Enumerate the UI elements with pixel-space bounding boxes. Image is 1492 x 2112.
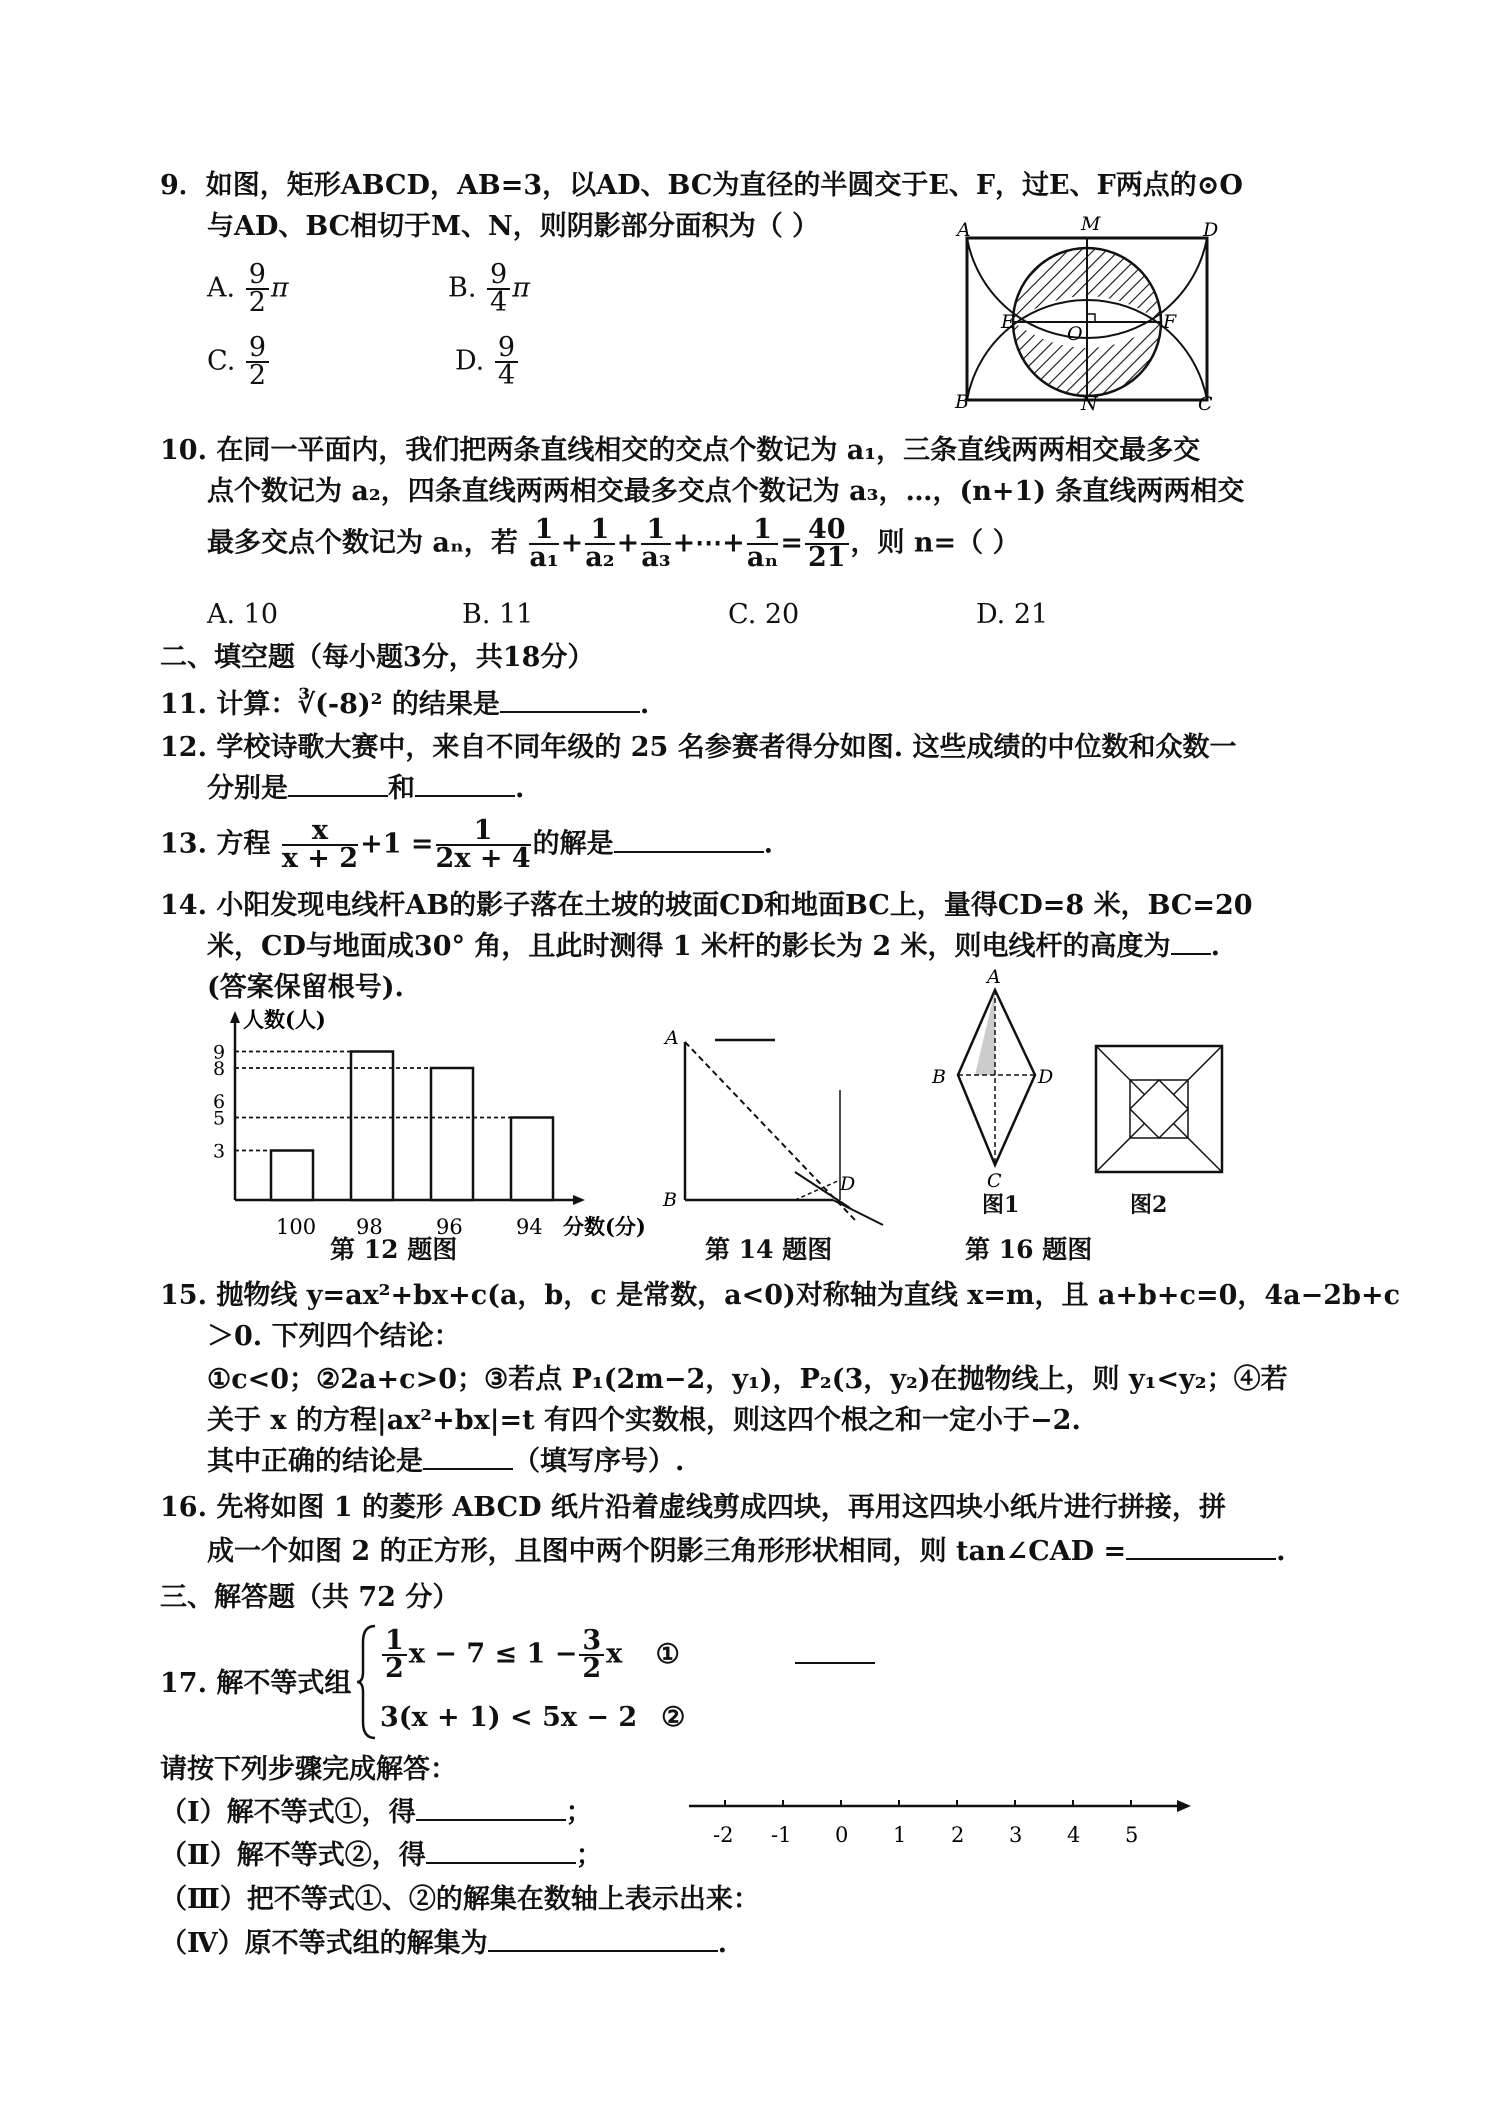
- q12-line2: 分别是 和 .: [207, 773, 525, 804]
- q11: 11. 计算：∛(-8)² 的结果是 .: [160, 689, 650, 720]
- q9-label-e: E: [1001, 311, 1015, 333]
- q16-answer-blank[interactable]: [1126, 1534, 1276, 1560]
- x-tick-label: 100: [276, 1215, 317, 1239]
- q10-option-a[interactable]: A. 10: [207, 599, 279, 630]
- q17-step-1: （Ⅰ）解不等式①，得 ；: [160, 1797, 593, 1828]
- q14-figure: [655, 1027, 905, 1230]
- q14-label-b: B: [663, 1189, 677, 1211]
- q9-label-c: C: [1198, 393, 1213, 415]
- q15-line5: 其中正确的结论是 （填写序号）.: [207, 1446, 685, 1477]
- caption-q12: 第 12 题图: [330, 1235, 458, 1264]
- q14-answer-blank[interactable]: [1171, 929, 1211, 955]
- y-tick-label: 6: [213, 1091, 226, 1113]
- x-axis-label: 分数(分): [563, 1214, 646, 1239]
- q9-line1: 9．如图，矩形ABCD，AB=3，以AD、BC为直径的半圆交于E、F，过E、F两点的⊙O: [160, 170, 1243, 201]
- q10-line3: 最多交点个数记为 aₙ，若 $\frac{1}{\text{a₁}}$ + $\frac{1}{\text{a₂}}$ + $\frac{1}{\text{a₃}}$ +⋯+ $\frac{1}{\text{aₙ}}$ = $\frac{40}{21}$ ，则 n=（ ）: [207, 514, 1020, 573]
- q17-step-4: （Ⅳ）原不等式组的解集为 .: [160, 1928, 728, 1959]
- q17-step1-blank[interactable]: [416, 1795, 566, 1821]
- q16-label-b: B: [932, 1066, 946, 1088]
- q12-median-blank[interactable]: [288, 771, 388, 797]
- q17-brace: [355, 1622, 379, 1742]
- q17-inequality-2: 3(x + 1) < 5x − 2 ②: [380, 1702, 686, 1733]
- q9-label-a: A: [957, 219, 971, 241]
- bar: [351, 1052, 393, 1201]
- q16-fig2-label: 图2: [1130, 1192, 1168, 1218]
- section-3-heading: 三、解答题（共 72 分）: [160, 1582, 460, 1613]
- q9-label-o: O: [1067, 323, 1083, 345]
- q9-label-m: M: [1081, 213, 1101, 235]
- q12-mode-blank[interactable]: [415, 771, 515, 797]
- y-tick-label: 8: [213, 1058, 226, 1080]
- q14-line3: (答案保留根号).: [207, 972, 404, 1003]
- q13-answer-blank[interactable]: [614, 827, 764, 853]
- q9-label-d: D: [1203, 219, 1219, 241]
- q17-number-line[interactable]: [685, 1790, 1195, 1870]
- caption-q14: 第 14 题图: [705, 1235, 833, 1264]
- x-tick-label: 98: [356, 1215, 383, 1239]
- q9-option-d[interactable]: D. $\frac{9}{4}$: [455, 335, 520, 389]
- q16-line1: 16. 先将如图 1 的菱形 ABCD 纸片沿着虚线剪成四块，再用这四块小纸片进行拼接，拼: [160, 1492, 1226, 1523]
- q16-label-a: A: [987, 966, 1001, 988]
- q9-option-c[interactable]: C. $\frac{9}{2}$: [207, 335, 271, 389]
- q9-label-b: B: [955, 391, 969, 413]
- q17-step2-blank[interactable]: [426, 1838, 576, 1864]
- number-line-tick-label: 1: [893, 1823, 907, 1847]
- bar: [511, 1118, 553, 1201]
- q10-option-d[interactable]: D. 21: [976, 599, 1049, 630]
- q17-step4-blank[interactable]: [488, 1926, 718, 1952]
- q16-figure-1: [930, 965, 1070, 1195]
- q17-step-2: （Ⅱ）解不等式②，得 ；: [160, 1840, 603, 1871]
- q10-option-c[interactable]: C. 20: [728, 599, 800, 630]
- q17-stray-mark: [795, 1662, 875, 1664]
- q15-answer-blank[interactable]: [423, 1444, 513, 1470]
- y-tick-label: 9: [213, 1041, 226, 1064]
- q9-figure: [955, 210, 1219, 415]
- number-line-tick-label: 3: [1009, 1823, 1023, 1847]
- q9-option-b[interactable]: B. $\frac{9}{4}$ π: [448, 259, 530, 318]
- q14-label-a: A: [665, 1027, 679, 1049]
- x-tick-label: 94: [516, 1215, 543, 1239]
- y-tick-label: 5: [213, 1107, 226, 1130]
- number-line-tick-label: -1: [771, 1823, 792, 1847]
- number-line-tick-label: 0: [835, 1823, 849, 1847]
- bar: [271, 1151, 313, 1201]
- q17-prefix: 17. 解不等式组: [160, 1668, 352, 1699]
- q13: 13. 方程 $\frac{x}{x + 2}$ +1 = $\frac{1}{2x + 4}$ 的解是 .: [160, 815, 774, 874]
- q9-option-a[interactable]: A. $\frac{9}{2}$ π: [207, 259, 289, 318]
- q16-line2: 成一个如图 2 的正方形，且图中两个阴影三角形形状相同，则 tan∠CAD = .: [207, 1536, 1286, 1567]
- number-line-tick-label: -2: [713, 1823, 734, 1847]
- q14-line2: 米，CD与地面成30° 角，且此时测得 1 米杆的影长为 2 米，则电线杆的高度为 .: [207, 931, 1220, 962]
- q16-fig1-label: 图1: [982, 1192, 1020, 1218]
- q15-line1: 15. 抛物线 y=ax²+bx+c(a，b，c 是常数，a<0)对称轴为直线 x=m，且 a+b+c=0，4a−2b+c: [160, 1280, 1401, 1311]
- q16-label-d: D: [1038, 1066, 1054, 1088]
- q16-label-c: C: [987, 1170, 1002, 1192]
- y-tick-label: 3: [213, 1140, 226, 1163]
- q12-line1: 12. 学校诗歌大赛中，来自不同年级的 25 名参赛者得分如图. 这些成绩的中位数和众数一: [160, 732, 1237, 763]
- q9-label-n: N: [1081, 393, 1098, 415]
- q10-option-b[interactable]: B. 11: [462, 599, 534, 630]
- q15-line3: ①c<0；②2a+c>0；③若点 P₁(2m−2，y₁)，P₂(3，y₂)在抛物线上，则 y₁<y₂；④若: [207, 1364, 1288, 1395]
- q17-step-3: （Ⅲ）把不等式①、②的解集在数轴上表示出来：: [160, 1884, 760, 1915]
- q14-line1: 14. 小阳发现电线杆AB的影子落在土坡的坡面CD和地面BC上，量得CD=8 米，BC=20: [160, 890, 1253, 921]
- number-line-tick-label: 2: [951, 1823, 965, 1847]
- q9-label-f: F: [1163, 311, 1177, 333]
- caption-q16: 第 16 题图: [965, 1235, 1093, 1264]
- q9-line2: 与AD、BC相切于M、N，则阴影部分面积为（ ）: [207, 211, 820, 242]
- q12-bar-chart: [195, 1005, 646, 1239]
- q14-label-d: D: [840, 1173, 856, 1195]
- q11-answer-blank[interactable]: [500, 687, 640, 713]
- x-tick-label: 96: [436, 1215, 463, 1239]
- number-line-tick-label: 5: [1125, 1823, 1139, 1847]
- q15-line4: 关于 x 的方程|ax²+bx|=t 有四个实数根，则这四个根之和一定小于−2.: [207, 1405, 1081, 1436]
- q17-steps-intro: 请按下列步骤完成解答：: [160, 1754, 457, 1785]
- q10-line2: 点个数记为 a₂，四条直线两两相交最多交点个数记为 a₃，…，(n+1) 条直线两两相交: [207, 476, 1245, 507]
- q10-line1: 10. 在同一平面内，我们把两条直线相交的交点个数记为 a₁，三条直线两两相交最多交: [160, 435, 1201, 466]
- section-2-heading: 二、填空题（每小题3分，共18分）: [160, 642, 595, 673]
- bar: [431, 1068, 473, 1200]
- y-axis-label: 人数(人): [243, 1007, 326, 1032]
- q16-figure-2: [1090, 1040, 1230, 1180]
- q17-inequality-1: $\frac{1}{2}$ x − 7 ≤ 1 − $\frac{3}{2}$ x ①: [380, 1628, 680, 1682]
- q15-line2: ＞0. 下列四个结论：: [207, 1321, 461, 1352]
- number-line-tick-label: 4: [1067, 1823, 1081, 1847]
